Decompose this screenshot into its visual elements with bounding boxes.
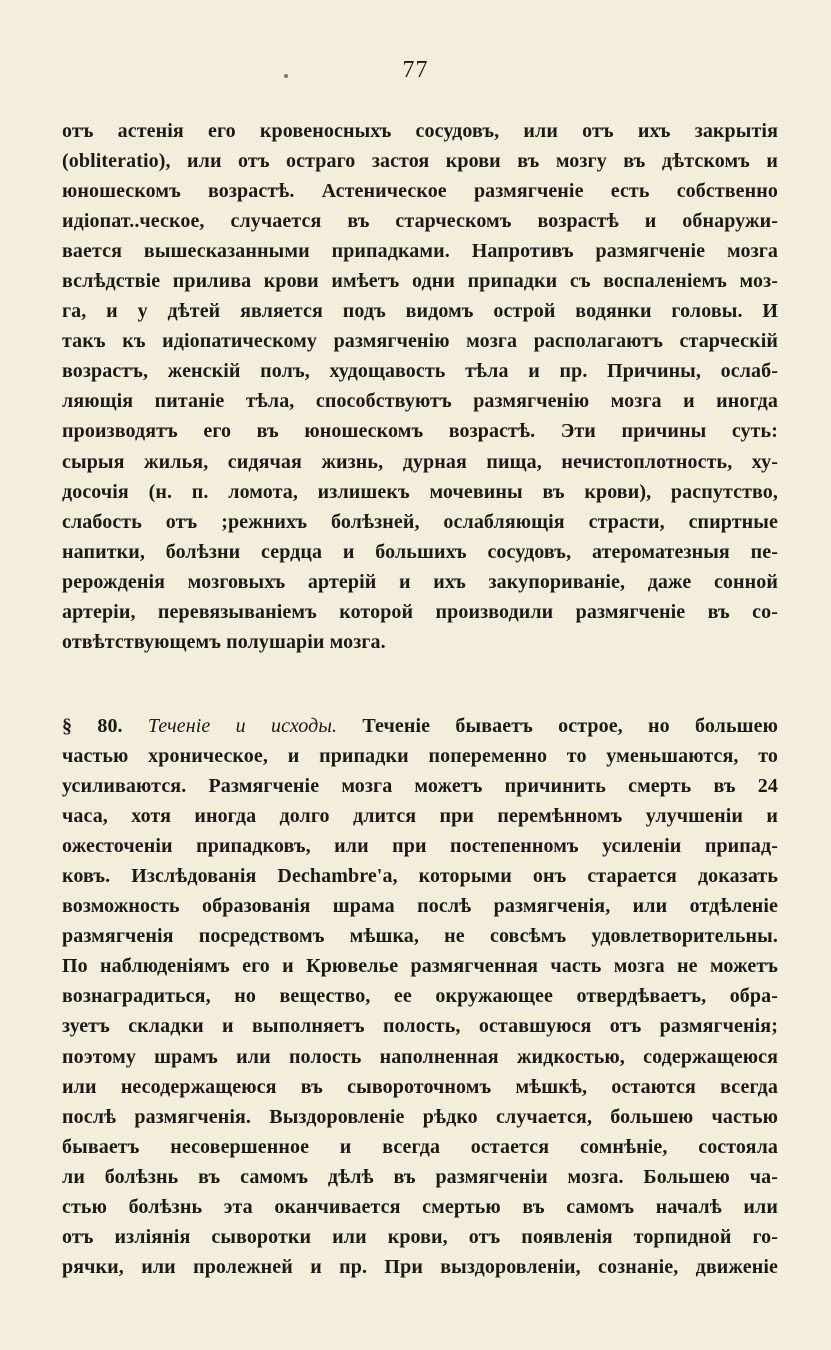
text-line: вается вышесказанными припадками. Напротивъ размягченiе мозга	[62, 240, 778, 263]
section-first-line	[62, 711, 778, 741]
text-line: слабость отъ ;режнихъ болѣзней, ослабляющiя страсти, спиртные	[62, 510, 778, 533]
paragraph-course-outcomes	[62, 711, 778, 1282]
first-line-text: Теченiе бываетъ острое, но большею	[362, 715, 779, 737]
text-line: возрастъ, женскiй полъ, худощавость тѣла и пр. Причины, ослаб-	[62, 360, 778, 383]
text-line: частью хроническое, и припадки попеременно то уменьшаются, то	[62, 745, 778, 768]
text-line: возможность образованiя шрама послѣ размягченiя, или отдѣленiе	[62, 895, 778, 918]
text-line: ли болѣзнь въ самомъ дѣлѣ въ размягченiи мозга. Большею ча-	[62, 1165, 778, 1188]
text-line: идiопат..ческое, случается въ старческомъ возрастѣ и обнаружи-	[62, 210, 778, 233]
text-line: послѣ размягченiя. Выздоровленiе рѣдко случается, большею частью	[62, 1105, 778, 1128]
text-line: размягченiя посредствомъ мѣшка, не совсѣмъ удовлетворительны.	[62, 925, 778, 948]
text-line: отъ излiянiя сыворотки или крови, отъ появленiя торпидной го-	[62, 1225, 778, 1248]
text-line: вознаградиться, но вещество, ее окружающее отвердѣваетъ, обра-	[62, 985, 778, 1008]
text-line: отвѣтствующемъ полушарiи мозга.	[62, 630, 386, 653]
text-line: производятъ его въ юношескомъ возрастѣ. Эти причины суть:	[62, 420, 778, 443]
text-line: сырыя жилья, сидячая жизнь, дурная пища, нечистоплотность, ху-	[62, 450, 778, 473]
text-line: поэтому шрамъ или полость наполненная жидкостью, содержащеюся	[62, 1045, 778, 1068]
text-line: зуетъ складки и выполняетъ полость, оставшуюся отъ размягченiя;	[62, 1015, 778, 1038]
text-line: досочiя (н. п. ломота, излишекъ мочевины въ крови), распутство,	[62, 480, 778, 503]
text-line: такъ къ идiопатическому размягченiю мозга располагаютъ старческiй	[62, 330, 778, 353]
text-line: рячки, или пролежней и пр. При выздоровленiи, сознанiе, движенiе	[62, 1255, 778, 1278]
paragraph-etiology	[62, 116, 778, 657]
text-line: (obliteratio), или отъ остраго застоя крови въ мозгу въ дѣтскомъ и	[62, 150, 778, 173]
page-number: 77	[402, 57, 429, 83]
text-line: По наблюденiямъ его и Крювелье размягченная часть мозга не можетъ	[62, 955, 778, 978]
text-line: усиливаются. Размягченiе мозга можетъ причинить смерть въ 24	[62, 775, 778, 798]
text-line: отъ астенiя его кровеносныхъ сосудовъ, или отъ ихъ закрытiя	[62, 120, 778, 142]
text-line: га, и у дѣтей является подъ видомъ острой водянки головы. И	[62, 300, 778, 323]
text-line: или несодержащеюся въ сывороточномъ мѣшкѣ, остаются всегда	[62, 1075, 778, 1098]
section-heading: Теченiе и исходы.	[147, 715, 338, 737]
text-line: часа, хотя иногда долго длится при перемѣнномъ улучшенiи и	[62, 805, 778, 828]
section-number: § 80.	[62, 715, 123, 737]
text-line: напитки, болѣзни сердца и большихъ сосудовъ, атероматезныя пе-	[62, 540, 778, 563]
text-line: юношескомъ возрастѣ. Астеническое размягченiе есть собственно	[62, 180, 778, 203]
text-line: бываетъ несовершенное и всегда остается сомнѣнiе, состояла	[62, 1135, 778, 1158]
text-line: ляющiя питанiе тѣла, способствуютъ размягченiю мозга и иногда	[62, 390, 778, 413]
text-line: стью болѣзнь эта оканчивается смертью въ самомъ началѣ или	[62, 1195, 778, 1218]
text-line: ковъ. Изслѣдованiя Dechambre'а, которыми онъ старается доказать	[62, 865, 778, 888]
text-line: ожесточенiи припадковъ, или при постепенномъ усиленiи припад-	[62, 835, 778, 858]
text-line: рерожденiя мозговыхъ артерiй и ихъ закупориванiе, даже сонной	[62, 570, 778, 593]
text-line: артерiи, перевязыванiемъ которой производили размягченiе въ со-	[62, 600, 778, 623]
text-line: вслѣдствiе прилива крови имѣетъ одни припадки съ воспаленiемъ моз-	[62, 270, 778, 293]
